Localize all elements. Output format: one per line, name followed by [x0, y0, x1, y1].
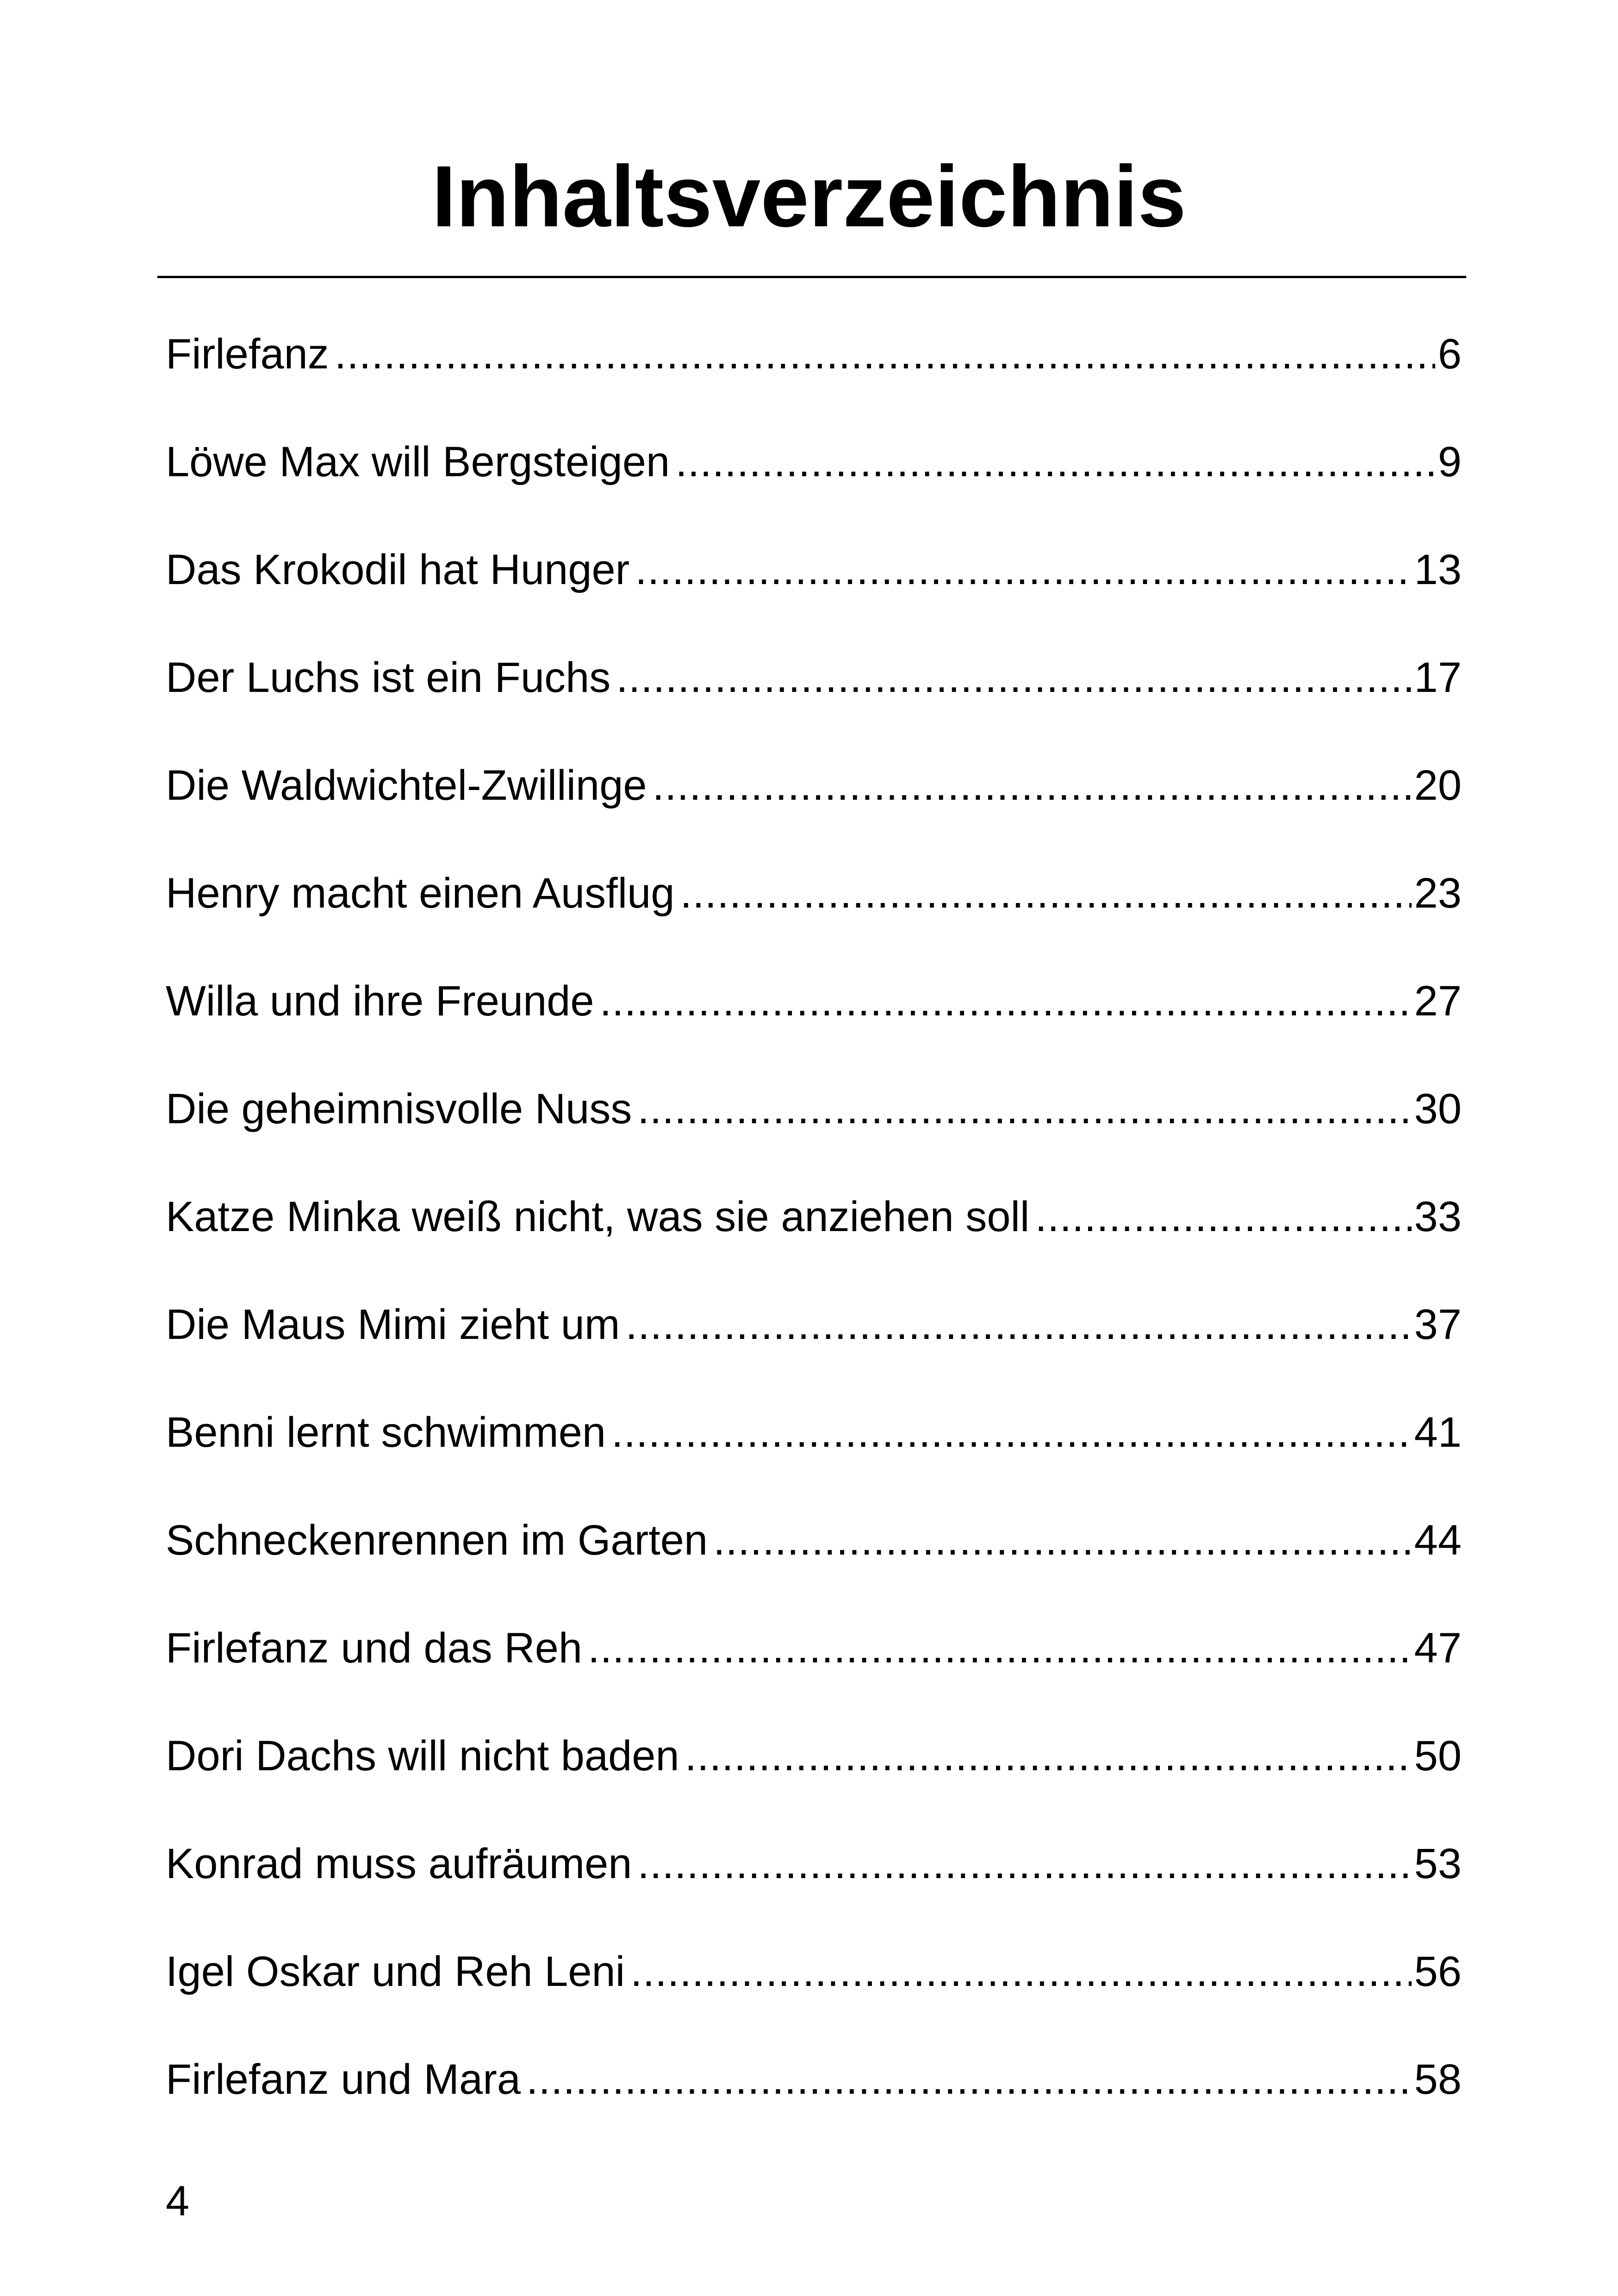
dot-leader	[630, 1937, 1412, 2006]
toc-entry-title: Dori Dachs will nicht baden	[166, 1732, 679, 1780]
toc-entry[interactable]	[166, 859, 1462, 966]
toc-entry-page: 27	[1414, 977, 1462, 1025]
toc-entry-title: Firlefanz und Mara	[166, 2056, 521, 2103]
toc-entry-page: 56	[1414, 1948, 1462, 1995]
dot-leader	[526, 2045, 1412, 2114]
dot-leader	[611, 1398, 1412, 1467]
toc-entry-title: Die Waldwichtel-Zwillinge	[166, 762, 647, 809]
toc-entry-page: 47	[1414, 1624, 1462, 1672]
toc-entry-title: Die Maus Mimi zieht um	[166, 1301, 620, 1348]
toc-entry-page: 9	[1438, 438, 1462, 485]
toc-entry[interactable]	[166, 1829, 1462, 1937]
dot-leader	[675, 427, 1435, 497]
toc-entry-page: 50	[1414, 1732, 1462, 1780]
dot-leader	[653, 751, 1412, 820]
toc-entry[interactable]	[166, 1398, 1462, 1506]
dot-leader	[680, 859, 1412, 928]
dot-leader	[637, 1829, 1411, 1898]
toc-entry-title: Das Krokodil hat Hunger	[166, 546, 630, 593]
toc-entry-page: 13	[1414, 546, 1462, 593]
dot-leader	[685, 1721, 1412, 1791]
toc-entry-title: Konrad muss aufräumen	[166, 1840, 632, 1887]
toc-entry-title: Firlefanz	[166, 330, 329, 378]
toc-entry-title: Benni lernt schwimmen	[166, 1409, 606, 1456]
toc-entry[interactable]	[166, 751, 1462, 859]
page-title: Inhaltsverzeichnis	[432, 148, 1186, 245]
title-divider	[157, 276, 1466, 278]
toc-entry-page: 44	[1414, 1517, 1462, 1564]
dot-leader	[588, 1613, 1412, 1683]
dot-leader	[616, 643, 1411, 712]
toc-entry[interactable]	[166, 1074, 1462, 1182]
toc-entry[interactable]	[166, 1937, 1462, 2045]
toc-entry-page: 30	[1414, 1085, 1462, 1132]
toc-entry-title: Schneckenrennen im Garten	[166, 1517, 708, 1564]
dot-leader	[1035, 1182, 1411, 1251]
toc-entry[interactable]	[166, 1290, 1462, 1398]
toc-entry[interactable]	[166, 2045, 1462, 2153]
toc-entry-title: Katze Minka weiß nicht, was sie anziehen soll	[166, 1193, 1030, 1240]
toc-entry-page: 20	[1414, 762, 1462, 809]
toc-entry-title: Igel Oskar und Reh Leni	[166, 1948, 625, 1995]
toc-entry-title: Der Luchs ist ein Fuchs	[166, 654, 611, 701]
table-of-contents	[166, 319, 1462, 2153]
dot-leader	[637, 1074, 1411, 1144]
dot-leader	[626, 1290, 1412, 1359]
toc-entry-title: Firlefanz und das Reh	[166, 1624, 583, 1672]
toc-entry-title: Henry macht einen Ausflug	[166, 870, 675, 917]
toc-entry[interactable]	[166, 643, 1462, 751]
toc-entry[interactable]	[166, 319, 1462, 427]
dot-leader	[335, 319, 1435, 389]
toc-entry-page: 58	[1414, 2056, 1462, 2103]
toc-entry[interactable]	[166, 1613, 1462, 1721]
toc-entry[interactable]	[166, 1182, 1462, 1290]
toc-entry-title: Die geheimnisvolle Nuss	[166, 1085, 632, 1132]
toc-entry-title: Willa und ihre Freunde	[166, 977, 594, 1025]
toc-entry-page: 33	[1414, 1193, 1462, 1240]
toc-entry[interactable]	[166, 427, 1462, 535]
dot-leader	[600, 966, 1412, 1036]
toc-entry-page: 6	[1438, 330, 1462, 378]
toc-entry[interactable]	[166, 1506, 1462, 1613]
page-number: 4	[166, 2178, 190, 2225]
dot-leader	[713, 1506, 1412, 1575]
toc-entry-title: Löwe Max will Bergsteigen	[166, 438, 670, 485]
toc-entry-page: 41	[1414, 1409, 1462, 1456]
toc-entry-page: 53	[1414, 1840, 1462, 1887]
toc-entry[interactable]	[166, 1721, 1462, 1829]
toc-entry[interactable]	[166, 535, 1462, 643]
toc-entry-page: 23	[1414, 870, 1462, 917]
toc-entry[interactable]	[166, 966, 1462, 1074]
dot-leader	[635, 535, 1411, 604]
toc-entry-page: 17	[1414, 654, 1462, 701]
toc-entry-page: 37	[1414, 1301, 1462, 1348]
